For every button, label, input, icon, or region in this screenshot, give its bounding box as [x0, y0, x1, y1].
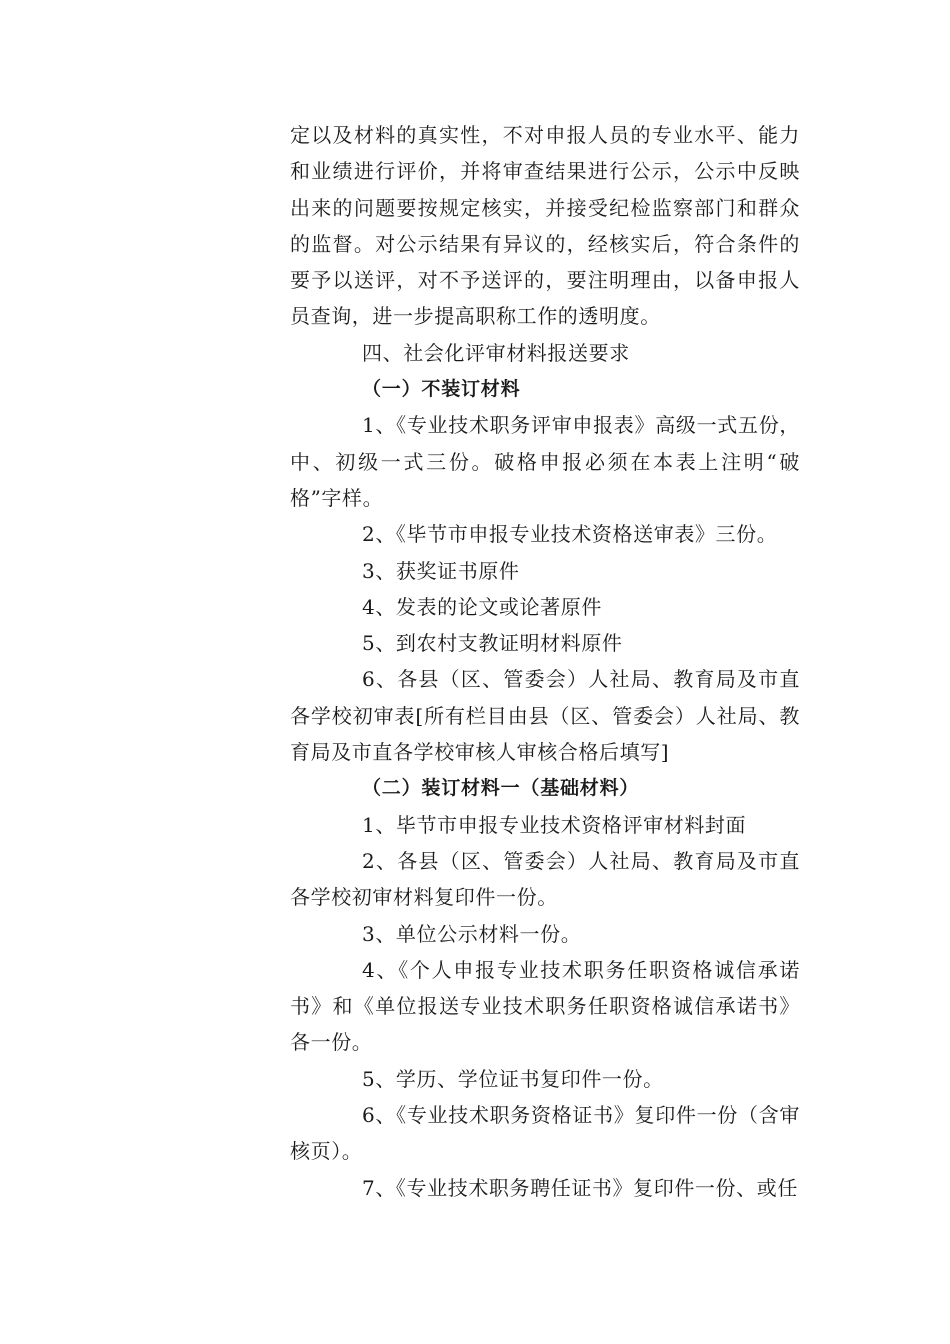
subsection-heading-bound-materials-one: （二）装订材料一（基础材料） — [362, 777, 640, 800]
paragraph-review-publicity: 定以及材料的真实性，不对申报人员的专业水平、能力和业绩进行评价，并将审查结果进行公示，公示中反映出来的问题要按规定核实，并接受纪检监察部门和群众的监督。对公示结果有异议的，经核实后，符合条件的要予以送评，对不予送评的，要注明理由，以备申报人员查询，进一步提高职称工作的透明度。 — [290, 123, 800, 329]
list-item-bound-3: 3、单位公示材料一份。 — [362, 921, 582, 946]
document-body — [290, 117, 800, 1206]
list-item-unbound-6: 6、各县（区、管委会）人社局、教育局及市直各学校初审表[所有栏目由县（区、管委会）人社局、教育局及市直各学校审核人审核合格后填写] — [290, 667, 800, 765]
list-item-unbound-4: 4、发表的论文或论著原件 — [362, 594, 602, 619]
list-item-bound-4: 4、《个人申报专业技术职务任职资格诚信承诺书》和《单位报送专业技术职务任职资格诚信承诺书》各一份。 — [290, 957, 800, 1055]
list-item-bound-7: 7、《专业技术职务聘任证书》复印件一份、或任 — [362, 1175, 798, 1200]
list-item-unbound-1: 1、《专业技术职务评审申报表》高级一式五份，中、初级一式三份。破格申报必须在本表上注明“破格”字样。 — [290, 413, 800, 510]
list-item-bound-6: 6、《专业技术职务资格证书》复印件一份（含审核页）。 — [290, 1103, 800, 1164]
list-item-bound-2: 2、各县（区、管委会）人社局、教育局及市直各学校初审材料复印件一份。 — [290, 848, 800, 910]
list-item-unbound-5: 5、到农村支教证明材料原件 — [362, 631, 623, 656]
list-item-unbound-3: 3、获奖证书原件 — [362, 558, 520, 583]
section-heading-four: 四、社会化评审材料报送要求 — [362, 340, 630, 365]
list-item-unbound-2: 2、《毕节市申报专业技术资格送审表》三份。 — [362, 522, 778, 547]
list-item-bound-5: 5、学历、学位证书复印件一份。 — [362, 1066, 664, 1091]
list-item-bound-1: 1、毕节市申报专业技术资格评审材料封面 — [362, 812, 747, 837]
subsection-heading-unbound-materials: （一）不装订材料 — [362, 378, 521, 401]
